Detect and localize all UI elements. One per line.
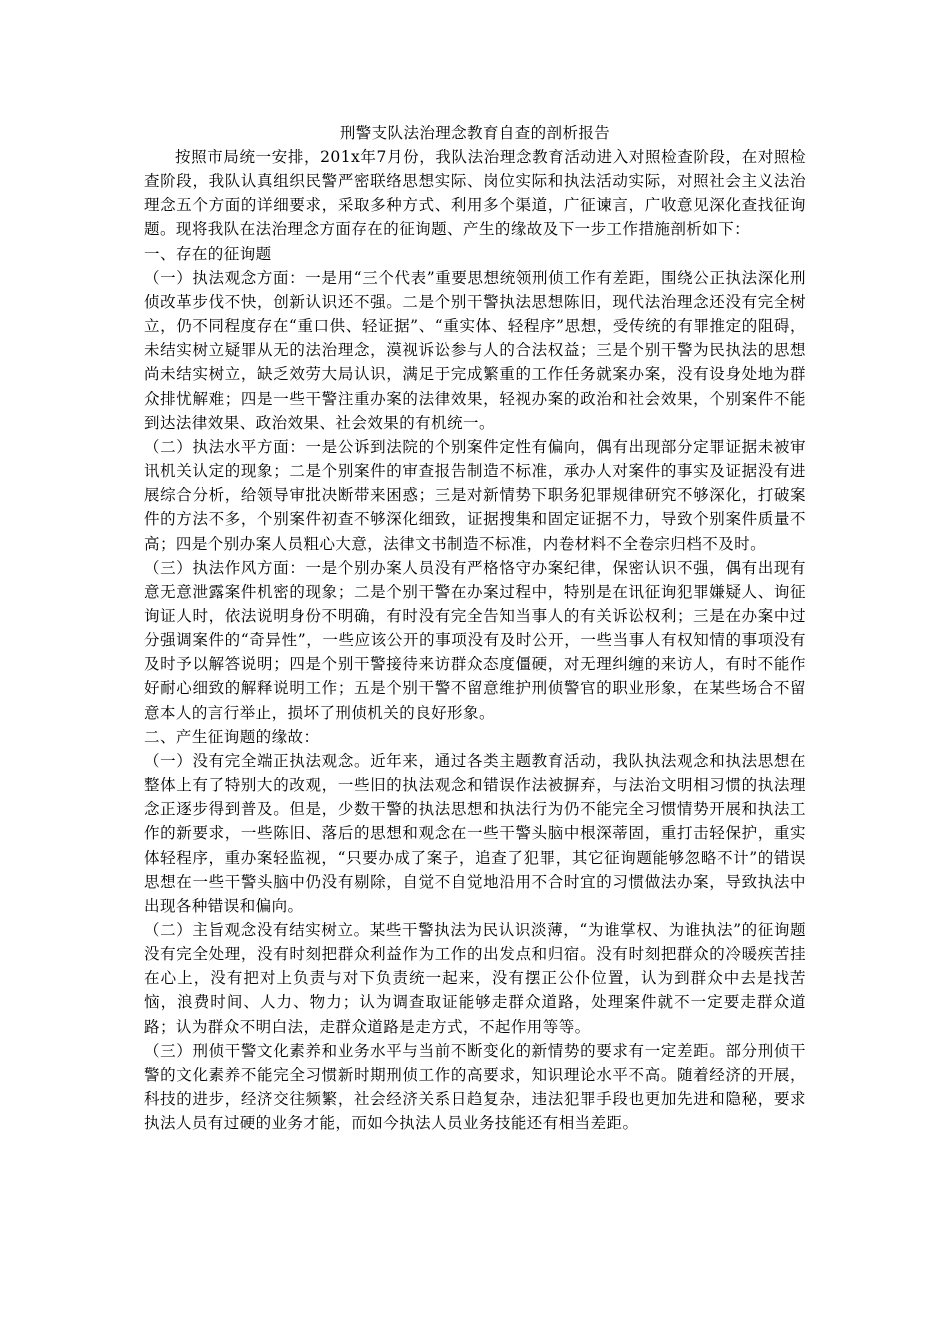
paragraph-cause-skills: （三）刑侦干警文化素养和业务水平与当前不断变化的新情势的要求有一定差距。部分刑侦干警的文化素养不能完全习惯新时期刑侦工作的高要求，知识理论水平不高。随着经济的开展，科技的进步，经济交往频繁，社会经济关系日趋复杂，违法犯罪手段也更加先进和隐秘，要求执法人员有过硬的业务才能，而如今执法人员业务技能还有相当差距。 [144, 1041, 806, 1133]
paragraph-cause-concept: （一）没有完全端正执法观念。近年来，通过各类主题教育活动，我队执法观念和执法思想在整体上有了特别大的改观，一些旧的执法观念和错误作法被摒弃，与法治文明相习惯的执法理念正逐步得到普及。但是，少数干警的执法思想和执法行为仍不能完全习惯情势开展和执法工作的新要求，一些陈旧、落后的思想和观念在一些干警头脑中根深蒂固，重打击轻保护，重实体轻程序，重办案轻监视，“只要办成了案子，追查了犯罪，其它征询题能够忽略不计”的错误思想在一些干警头脑中仍没有剔除，自觉不自觉地沿用不合时宜的习惯做法办案，导致执法中出现各种错误和偏向。 [144, 751, 806, 915]
paragraph-enforcement-style: （三）执法作风方面：一是个别办案人员没有严格恪守办案纪律，保密认识不强，偶有出现有意无意泄露案件机密的现象；二是个别干警在办案过程中，特别是在讯征询犯罪嫌疑人、询征询证人时，依法说明身份不明确，有时没有完全告知当事人的有关诉讼权利；三是在办案中过分强调案件的“奇异性”，一些应该公开的事项没有及时公开，一些当事人有权知情的事项没有及时予以解答说明；四是个别干警接待来访群众态度僵硬，对无理纠缠的来访人，有时不能作好耐心细致的解释说明工作；五是个别干警不留意维护刑侦警官的职业形象，在某些场合不留意本人的言行举止，损坏了刑侦机关的良好形象。 [144, 558, 806, 722]
section-heading-problems: 一、存在的征询题 [144, 244, 272, 263]
paragraph-cause-purpose: （二）主旨观念没有结实树立。某些干警执法为民认识淡薄，“为谁掌权、为谁执法”的征询题没有完全处理，没有时刻把群众利益作为工作的出发点和归宿。没有时刻把群众的冷暖疾苦挂在心上，没有把对上负责与对下负责统一起来，没有摆正公仆位置，认为到群众中去是找苦恼，浪费时间、人力、物力；认为调查取证能够走群众道路，处理案件就不一定要走群众道路；认为群众不明白法，走群众道路是走方式，不起作用等等。 [144, 921, 806, 1036]
document-body [144, 145, 806, 1135]
intro-paragraph: 按照市局统一安排，201x年7月份，我队法治理念教育活动进入对照检查阶段，在对照检查阶段，我队认真组织民警严密联络思想实际、岗位实际和执法活动实际，对照社会主义法治理念五个方面的详细要求，采取多种方式、利用多个渠道，广征谏言，广收意见深化查找征询题。现将我队在法治理念方面存在的征询题、产生的缘故及下一步工作措施剖析如下： [144, 148, 806, 239]
document-page [144, 121, 806, 1135]
document-title: 刑警支队法治理念教育自查的剖析报告 [339, 124, 611, 142]
paragraph-enforcement-concept: （一）执法观念方面：一是用“三个代表”重要思想统领刑侦工作有差距，围绕公正执法深化刑侦改革步伐不快，创新认识还不强。二是个别干警执法思想陈旧，现代法治理念还没有完全树立，仍不同程度存在“重口供、轻证据”、“重实体、轻程序”思想，受传统的有罪推定的阻碍，未结实树立疑罪从无的法治理念，漠视诉讼参与人的合法权益；三是个别干警为民执法的思想尚未结实树立，缺乏效劳大局认识，满足于完成繁重的工作任务就案办案，没有设身处地为群众排忧解难；四是一些干警注重办案的法律效果，轻视办案的政治和社会效果，个别案件不能到达法律效果、政治效果、社会效果的有机统一。 [144, 268, 806, 432]
paragraph-enforcement-level: （二）执法水平方面：一是公诉到法院的个别案件定性有偏向，偶有出现部分定罪证据未被审讯机关认定的现象；二是个别案件的审查报告制造不标准，承办人对案件的事实及证据没有进展综合分析，给领导审批决断带来困惑；三是对新情势下职务犯罪规律研究不够深化，打破案件的方法不多，个别案件初查不够深化细致，证据搜集和固定证据不力，导致个别案件质量不高；四是个别办案人员粗心大意，法律文书制造不标准，内卷材料不全卷宗归档不及时。 [144, 437, 806, 553]
section-heading-causes: 二、产生征询题的缘故： [144, 727, 320, 746]
